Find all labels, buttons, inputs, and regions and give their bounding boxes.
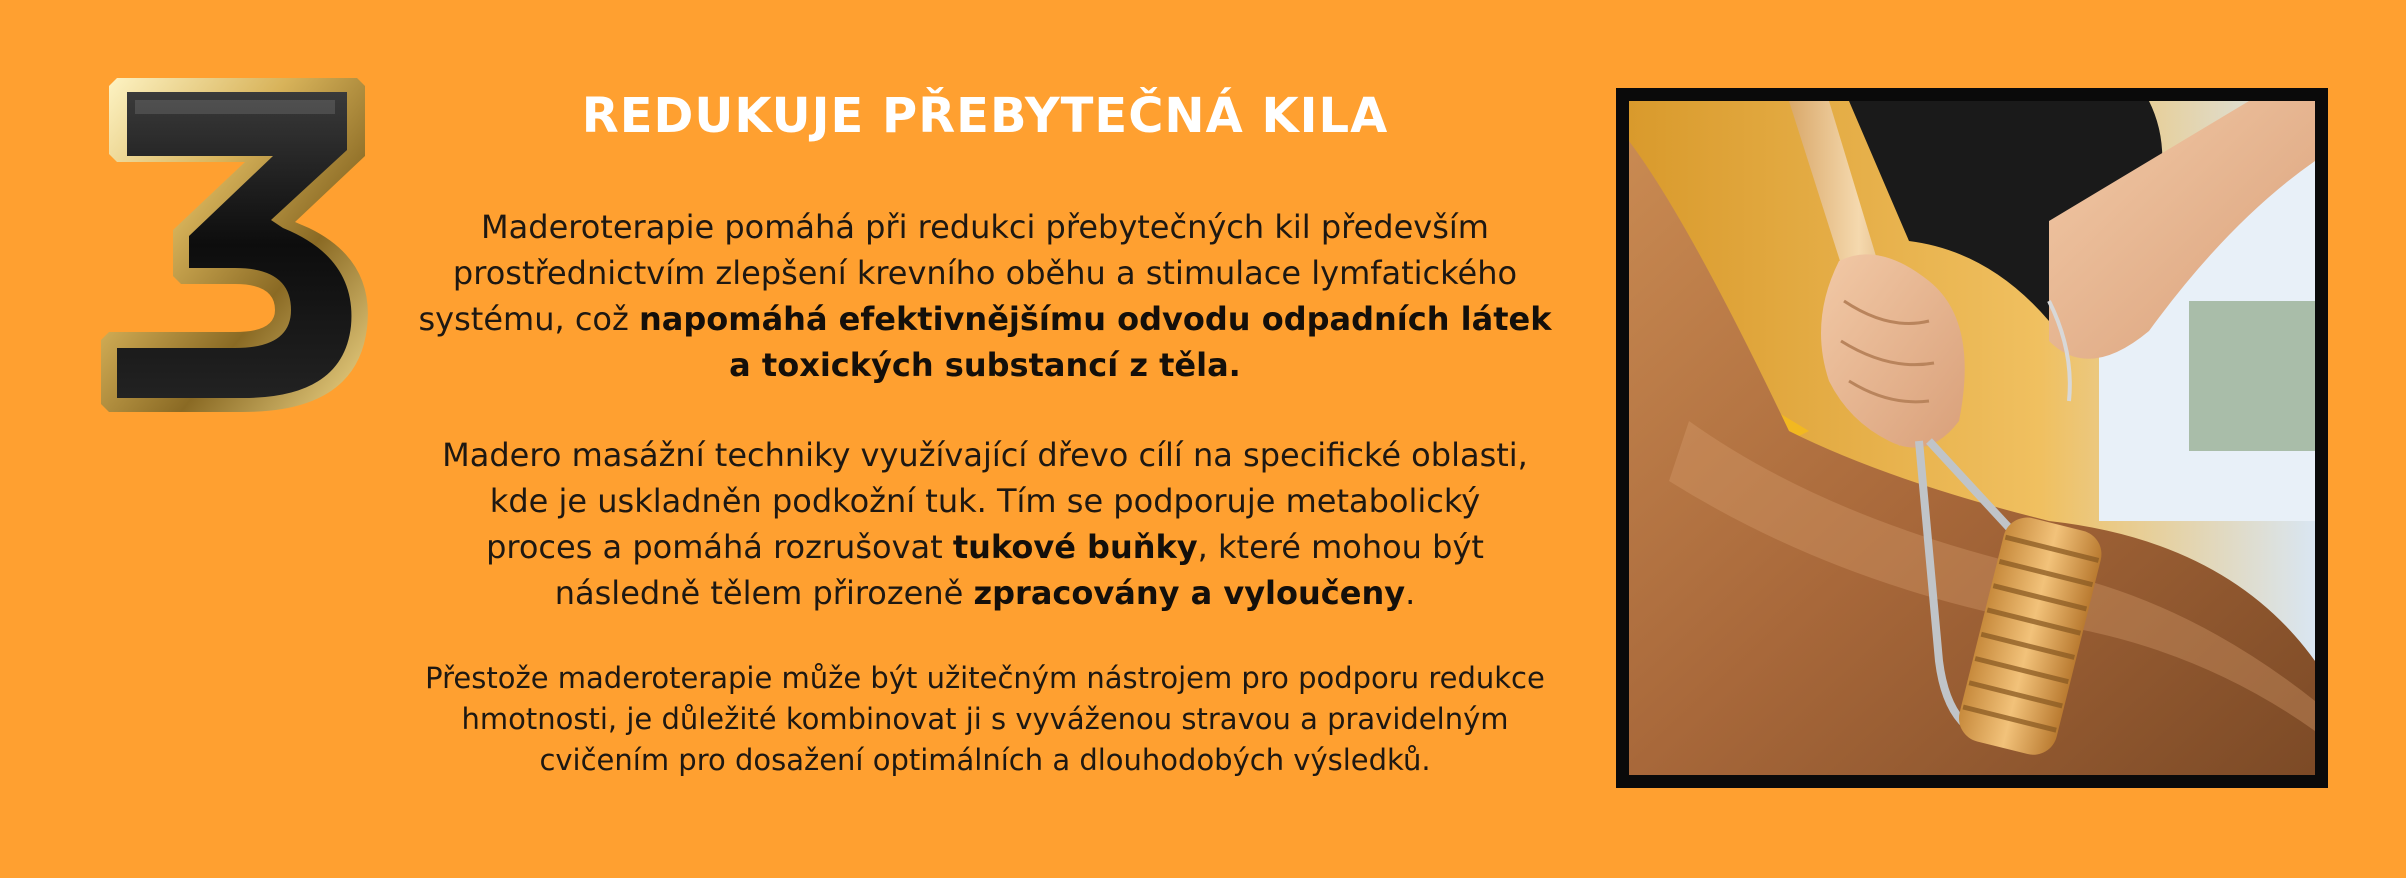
text-normal: . — [1405, 573, 1416, 612]
massage-photo — [1629, 101, 2315, 775]
text-line — [385, 570, 1585, 616]
text-line: Madero masážní techniky využívající dřevo cílí na specifické oblasti, — [442, 435, 1528, 474]
text-bold: a toxických substancí z těla. — [729, 345, 1241, 384]
text-line — [385, 524, 1585, 570]
text-line: prostřednictvím zlepšení krevního oběhu a stimulace lymfatického — [452, 253, 1518, 292]
text-normal: následně tělem přirozeně — [554, 573, 974, 612]
text-line — [385, 296, 1585, 342]
text-bold: tukové buňky — [952, 527, 1198, 566]
text-bold: zpracovány a vyloučeny — [973, 573, 1406, 612]
paragraph-techniques — [385, 432, 1585, 616]
text-normal: proces a pomáhá rozrušovat — [486, 527, 953, 566]
section-title: REDUKUJE PŘEBYTEČNÁ KILA — [581, 88, 1389, 144]
text-line — [385, 342, 1585, 388]
text-bold: napomáhá efektivnějšímu odvodu odpadních látek — [638, 299, 1552, 338]
photo-frame — [1616, 88, 2328, 788]
content-column — [385, 60, 1585, 781]
text-line: Přestože maderoterapie může být užitečným nástrojem pro podporu redukce — [425, 660, 1545, 695]
text-line: hmotnosti, je důležité kombinovat ji s vyváženou stravou a pravidelným — [461, 701, 1509, 736]
number-three-badge — [95, 70, 395, 420]
text-line: cvičením pro dosažení optimálních a dlouhodobých výsledků. — [539, 742, 1431, 777]
text-normal: , které mohou být — [1197, 527, 1484, 566]
paragraph-circulation — [385, 204, 1585, 388]
text-line: Maderoterapie pomáhá při redukci přebytečných kil především — [481, 207, 1489, 246]
paragraph-disclaimer — [385, 658, 1585, 781]
text-normal: systému, což — [418, 299, 639, 338]
text-line: kde je uskladněn podkožní tuk. Tím se podporuje metabolický — [489, 481, 1481, 520]
